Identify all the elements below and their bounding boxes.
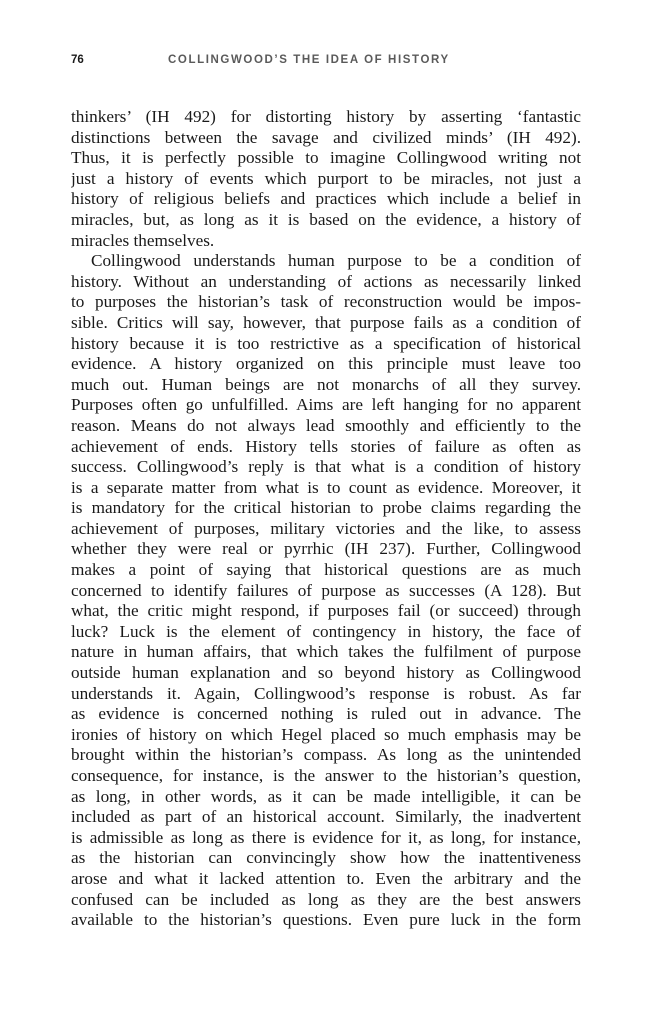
text-line: evidence. A history organized on this principle must leave too <box>71 354 581 374</box>
running-title: COLLINGWOOD’S THE IDEA OF HISTORY <box>168 54 450 66</box>
paragraph-1 <box>71 107 581 251</box>
text-line: confused can be included as long as they are the best answers <box>71 889 581 909</box>
text-line: as evidence is concerned nothing is ruled out in advance. The <box>71 704 581 724</box>
text-line: what, the critic might respond, if purposes fail (or succeed) through <box>71 601 581 621</box>
text-line: reason. Means do not always lead smoothly and efficiently to the <box>71 415 581 435</box>
text-line: achievement of purposes, military victories and the like, to assess <box>71 518 581 538</box>
text-line: Thus, it is perfectly possible to imagine Collingwood writing not <box>71 148 581 168</box>
running-head <box>71 54 581 72</box>
text-line: Collingwood understands human purpose to be a condition of <box>91 251 581 271</box>
text-line: makes a point of saying that historical questions are as much <box>71 560 581 580</box>
text-line: as the historian can convincingly show how the inattentiveness <box>71 848 581 868</box>
text-line: as long, in other words, as it can be made intelligible, it can be <box>71 786 581 806</box>
paragraph-2 <box>71 251 581 931</box>
text-line: arose and what it lacked attention to. Even the arbitrary and the <box>71 868 581 888</box>
text-line: whether they were real or pyrrhic (IH 237). Further, Collingwood <box>71 539 581 559</box>
text-line: outside human explanation and so beyond history as Collingwood <box>71 663 581 683</box>
text-line: brought within the historian’s compass. As long as the unintended <box>71 745 581 765</box>
text-line: understands it. Again, Collingwood’s response is robust. As far <box>71 683 581 703</box>
text-line: luck? Luck is the element of contingency in history, the face of <box>71 621 581 641</box>
text-line: sible. Critics will say, however, that purpose fails as a condition of <box>71 312 581 332</box>
body-text <box>71 107 581 931</box>
text-line: history of religious beliefs and practices which include a belief in <box>71 189 581 209</box>
text-line: much out. Human beings are not monarchs of all they survey. <box>71 374 581 394</box>
text-line: to purposes the historian’s task of reconstruction would be impos- <box>71 292 581 312</box>
text-line: achievement of ends. History tells stories of failure as often as <box>71 436 581 456</box>
text-line: miracles, but, as long as it is based on the evidence, a history of <box>71 209 581 229</box>
text-line: is a separate matter from what is to count as evidence. Moreover, it <box>71 477 581 497</box>
text-line: success. Collingwood’s reply is that what is a condition of history <box>71 457 581 477</box>
text-line: is mandatory for the critical historian to probe claims regarding the <box>71 498 581 518</box>
text-line: nature in human affairs, that which takes the fulfilment of purpose <box>71 642 581 662</box>
text-line: miracles themselves. <box>71 230 215 250</box>
text-line: Purposes often go unfulfilled. Aims are left hanging for no apparent <box>71 395 581 415</box>
text-line: just a history of events which purport to be miracles, not just a <box>71 168 581 188</box>
text-line: thinkers’ (IH 492) for distorting history by asserting ‘fantastic <box>71 107 581 126</box>
text-line: distinctions between the savage and civilized minds’ (IH 492). <box>71 127 581 147</box>
text-line: is admissible as long as there is evidence for it, as long, for instance, <box>71 827 581 847</box>
text-line: consequence, for instance, is the answer to the historian’s question, <box>71 766 581 785</box>
text-line: ironies of history on which Hegel placed so much emphasis may be <box>71 724 581 744</box>
text-line: concerned to identify failures of purpose as successes (A 128). But <box>71 580 581 600</box>
text-line: available to the historian’s questions. Even pure luck in the form <box>71 910 581 930</box>
text-line: history. Without an understanding of actions as necessarily linked <box>71 271 581 291</box>
page-number: 76 <box>71 54 84 66</box>
text-line: included as part of an historical account. Similarly, the inadvertent <box>71 807 581 827</box>
text-line: history because it is too restrictive as a specification of historical <box>71 333 581 353</box>
